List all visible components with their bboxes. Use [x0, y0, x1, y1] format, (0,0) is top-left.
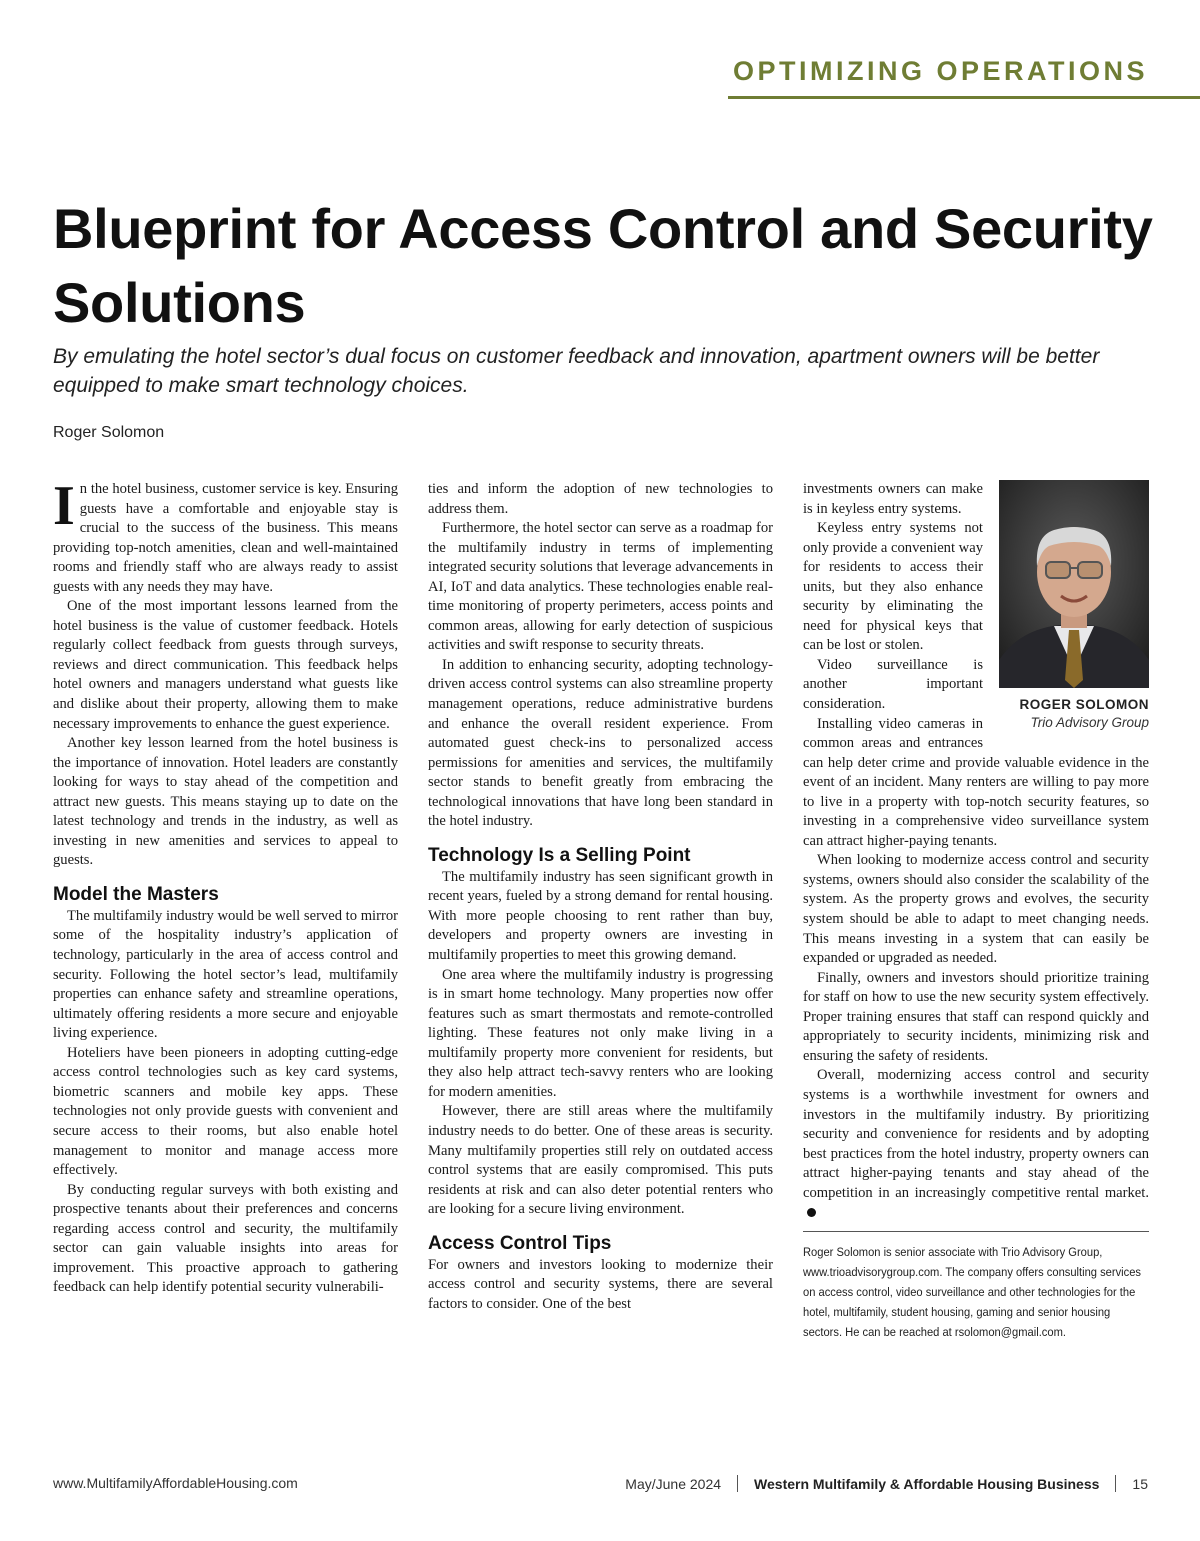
photo-caption-org: Trio Advisory Group: [1030, 715, 1149, 730]
footer-divider: [1115, 1475, 1116, 1492]
paragraph-final: Overall, modernizing access control and security systems is a worthwhile investment for owners and investors in the multifamily industry. By prioritizing security and convenience for residents and by adopting best practices from the hotel industry, property owners can attract higher-paying tenants and stay ahead of the competition in an increasingly competitive rental market.: [803, 1066, 1149, 1222]
section-label: OPTIMIZING OPERATIONS: [732, 56, 1148, 86]
drop-cap: I: [53, 475, 75, 537]
footer-issue: May/June 2024: [625, 1475, 722, 1492]
paragraph: One area where the multifamily industry is progressing is in smart home technology. Many properties now offer features such as smart thermostats and remote-controlled lighting. These features not only make living in a multifamily property more convenient for residents, but they also help attract tech-savvy renters who are looking for modern amenities.: [428, 966, 773, 1100]
article-title: Blueprint for Access Control and Security Solutions: [53, 197, 1153, 334]
paragraph: Installing video cameras in common areas and entrances can help deter crime and provide valuable evidence in the event of an incident. Many renters are willing to pay more to live in a property with top-notch security features, so investing in a comprehensive video surveillance system can attract higher-paying tenants.: [803, 715, 1149, 849]
paragraph: Hoteliers have been pioneers in adopting cutting-edge access control technologies such as key card systems, biometric scanners and mobile key apps. These technologies not only provide guests with convenient and secure access to their rooms, but also enable hotel management to monitor and manage access more effectively.: [53, 1044, 398, 1179]
footer-page-number: 15: [1132, 1475, 1148, 1492]
paragraph: ties and inform the adoption of new technologies to address them.: [428, 481, 773, 517]
paragraph: For owners and investors looking to modernize their access control and security systems, there are several factors to consider. One of the best: [428, 1256, 773, 1312]
author-photo-block: [999, 480, 1149, 732]
subhead-model-the-masters: Model the Masters: [53, 883, 219, 905]
column-2: [428, 480, 773, 1314]
footer-magazine: Western Multifamily & Affordable Housing Business: [754, 1475, 1100, 1492]
paragraph: The multifamily industry would be well served to mirror some of the hospitality industry’s application of technology, particularly in the area of access control and security. Following the hotel sector’s lead, multifamily properties can enhance safety and streamline operations, ultimately offering residents a more secure and enjoyable living experience.: [53, 907, 398, 1042]
article-deck: By emulating the hotel sector’s dual focus on customer feedback and innovation, apartment owners will be better equipped to make smart technology choices.: [53, 345, 1100, 397]
section-rule: [728, 96, 1200, 99]
author-bio: Roger Solomon is senior associate with Trio Advisory Group, www.trioadvisorygroup.com. The company offers consulting services on access control, video surveillance and other technologies for the hotel, multifamily, student housing, gaming and senior housing sectors. He can be reached at rsolomon@gmail.com.: [803, 1244, 1142, 1339]
column-3: [803, 480, 1149, 1342]
bio-divider: [803, 1231, 1149, 1232]
paragraph: Keyless entry systems not only provide a convenient way for residents to access their units, but they also enhance security by eliminating the need for physical keys that can be lost or stolen.: [803, 520, 983, 654]
paragraph: Finally, owners and investors should prioritize training for staff on how to use the new security system effectively. Proper training ensures that staff can respond quickly and appropriately to security incidents, minimizing risk and ensuring the safety of residents.: [803, 969, 1149, 1064]
paragraph: The multifamily industry has seen significant growth in recent years, fueled by a strong demand for rental housing. With more people choosing to rent rather than buy, developers and property owners are investing in multifamily properties to meet this growing demand.: [428, 868, 773, 964]
paragraph: In addition to enhancing security, adopting technology-driven access control systems can also streamline property management operations, reduce administrative burdens and enhance the overall resident experience. From automated guest check-ins to personalized access permissions for amenities and services, the multifamily sector stands to benefit greatly from embracing the technological innovations that have long been standard in the hotel industry.: [428, 656, 773, 830]
paragraph: Furthermore, the hotel sector can serve as a roadmap for the multifamily industry in terms of implementing integrated security solutions that leverage advancements in AI, IoT and data analytics. These technologies enable real-time monitoring of property perimeters, access points and common areas, allowing for early detection of suspicious activities and swift response to security threats.: [428, 520, 773, 654]
paragraph: One of the most important lessons learned from the hotel business is the value of customer feedback. Hotels regularly collect feedback from guests through surveys, reviews and direct communication. This feedback helps hotel owners and managers understand what guests like and dislike about their property, allowing them to make necessary improvements to enhance the guest experience.: [53, 598, 398, 732]
paragraph: In the hotel business, customer service is key. Ensuring guests have a comfortable and enjoyable stay is crucial to the success of the business. This means providing top-notch amenities, clean and well-maintained rooms and friendly staff who are always ready to assist guests with any needs they may have.: [53, 475, 398, 595]
footer-divider: [737, 1475, 738, 1492]
paragraph: Video surveillance is another important consideration.: [803, 656, 983, 713]
paragraph: Another key lesson learned from the hotel business is the importance of innovation. Hotel leaders are constantly looking for ways to stay ahead of the competition and attract new guests. This means staying up to date on the latest technology and trends in the industry, as well as investing in new amenities and services to appeal to guests.: [53, 735, 398, 869]
paragraph: By conducting regular surveys with both existing and prospective tenants about their preferences and concerns regarding access control and security, the multifamily sector can gain valuable insights into areas for improvement. This proactive approach to gathering feedback can help identify potential security vulnerabili-: [53, 1181, 398, 1296]
photo-caption-name: ROGER SOLOMON: [1019, 697, 1149, 712]
byline: Roger Solomon: [53, 424, 165, 441]
paragraph: However, there are still areas where the multifamily industry needs to do better. One of these areas is security. Many multifamily properties still rely on outdated access control systems that are easily compromised. This puts residents at risk and can also deter potential renters who are looking for a secure living environment.: [428, 1103, 773, 1218]
end-mark-icon: [807, 1208, 816, 1217]
author-photo: [999, 480, 1149, 688]
footer-website: www.MultifamilyAffordableHousing.com: [53, 1475, 298, 1491]
subhead-technology-selling-point: Technology Is a Selling Point: [428, 844, 691, 866]
footer-info: [625, 1475, 1148, 1492]
column-1: [53, 475, 398, 1298]
subhead-access-control-tips: Access Control Tips: [428, 1232, 612, 1254]
paragraph: When looking to modernize access control and security systems, owners should also consider the scalability of the system. As the property grows and evolves, the security system should be able to adapt to meet changing needs. This means investing in a system that can easily be expanded or upgraded as needed.: [803, 852, 1149, 967]
paragraph: investments owners can make is in keyless entry systems.: [803, 481, 983, 517]
